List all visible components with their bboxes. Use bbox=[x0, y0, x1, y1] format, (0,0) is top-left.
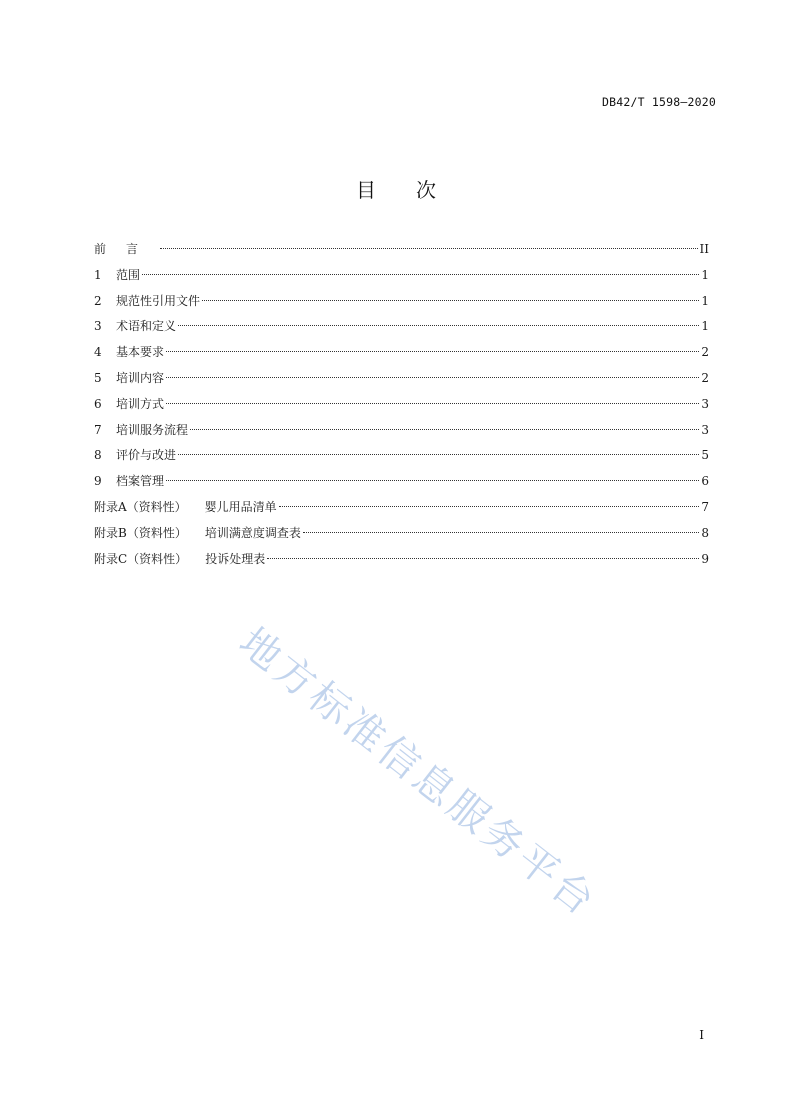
toc-entry-number: 8 bbox=[94, 448, 102, 463]
toc-entry-label: 基本要求 bbox=[116, 345, 165, 360]
toc-page-number: 1 bbox=[701, 267, 709, 282]
toc-dot-leader bbox=[279, 506, 700, 507]
toc-entry-normative-references[interactable] bbox=[94, 289, 709, 315]
toc-entry-number: 1 bbox=[94, 267, 102, 282]
toc-entry-label: 术语和定义 bbox=[116, 319, 177, 334]
toc-page-number: 7 bbox=[701, 499, 709, 514]
toc-entry-label: 投诉处理表 bbox=[205, 551, 266, 566]
page-number: I bbox=[699, 1028, 704, 1042]
toc-entry-appendix-a[interactable] bbox=[94, 495, 709, 521]
toc-entry-preface[interactable] bbox=[94, 237, 709, 263]
toc-page-number: 3 bbox=[701, 422, 709, 437]
toc-dot-leader bbox=[202, 300, 699, 301]
toc-entry-label: 评价与改进 bbox=[116, 448, 177, 463]
toc-entry-label: 培训方式 bbox=[116, 396, 165, 411]
toc-entry-scope[interactable] bbox=[94, 263, 709, 289]
toc-page-number: 6 bbox=[701, 474, 709, 489]
toc-entry-records-management[interactable] bbox=[94, 469, 709, 495]
toc-dot-leader bbox=[178, 454, 699, 455]
toc-entry-number: 4 bbox=[94, 345, 102, 360]
toc-appendix-label: 附录C（资料性） bbox=[94, 551, 188, 566]
toc-page-number: II bbox=[699, 242, 709, 256]
toc-page-number: 8 bbox=[701, 525, 709, 540]
toc-page-number: 9 bbox=[701, 551, 709, 566]
toc-entry-number: 9 bbox=[94, 474, 102, 489]
toc-entry-appendix-c[interactable] bbox=[94, 547, 709, 573]
toc-page-number: 1 bbox=[701, 293, 709, 308]
toc-appendix-label: 附录B（资料性） bbox=[94, 525, 187, 540]
toc-entry-evaluation-improvement[interactable] bbox=[94, 443, 709, 469]
toc-entry-label: 档案管理 bbox=[116, 474, 165, 489]
toc-dot-leader bbox=[178, 325, 699, 326]
toc-entry-number: 3 bbox=[94, 319, 102, 334]
toc-entry-number: 7 bbox=[94, 422, 102, 437]
toc-page-number: 3 bbox=[701, 396, 709, 411]
toc-entry-training-methods[interactable] bbox=[94, 392, 709, 418]
document-number: DB42/T 1598—2020 bbox=[602, 95, 716, 109]
toc-dot-leader bbox=[267, 558, 699, 559]
toc-title-char-2: 次 bbox=[416, 178, 436, 202]
toc-entry-training-process[interactable] bbox=[94, 418, 709, 444]
toc-entry-label: 培训服务流程 bbox=[116, 422, 189, 437]
toc-page-number: 2 bbox=[701, 370, 709, 385]
toc-title-char-1: 目 bbox=[356, 178, 376, 202]
toc-dot-leader bbox=[303, 532, 700, 533]
toc-entry-number: 5 bbox=[94, 370, 102, 385]
toc-entry-appendix-b[interactable] bbox=[94, 521, 709, 547]
toc-page-number: 2 bbox=[701, 345, 709, 360]
toc-entry-label: 培训内容 bbox=[116, 370, 165, 385]
toc-dot-leader bbox=[142, 274, 699, 275]
watermark: 地方标准信息服务平台 bbox=[230, 619, 606, 927]
toc-page-number: 5 bbox=[701, 448, 709, 463]
toc-entry-terms-definitions[interactable] bbox=[94, 314, 709, 340]
toc-entry-label: 前言 bbox=[94, 242, 159, 256]
toc-entry-number: 6 bbox=[94, 396, 102, 411]
toc-title bbox=[0, 174, 792, 203]
toc-entry-basic-requirements[interactable] bbox=[94, 340, 709, 366]
toc-page-number: 1 bbox=[701, 319, 709, 334]
toc-dot-leader bbox=[166, 480, 699, 481]
toc-dot-leader bbox=[160, 248, 698, 249]
toc-dot-leader bbox=[166, 351, 699, 352]
toc-dot-leader bbox=[190, 429, 699, 430]
toc-entry-number: 2 bbox=[94, 293, 102, 308]
toc-entry-label: 培训满意度调查表 bbox=[204, 525, 301, 540]
toc-dot-leader bbox=[166, 403, 699, 404]
toc-entry-training-content[interactable] bbox=[94, 366, 709, 392]
toc-entry-label: 婴儿用品清单 bbox=[204, 499, 277, 514]
toc-dot-leader bbox=[166, 377, 699, 378]
toc-entry-label: 范围 bbox=[116, 267, 141, 282]
table-of-contents bbox=[94, 237, 709, 572]
toc-entry-label: 规范性引用文件 bbox=[116, 293, 201, 308]
toc-appendix-label: 附录A（资料性） bbox=[94, 499, 187, 514]
